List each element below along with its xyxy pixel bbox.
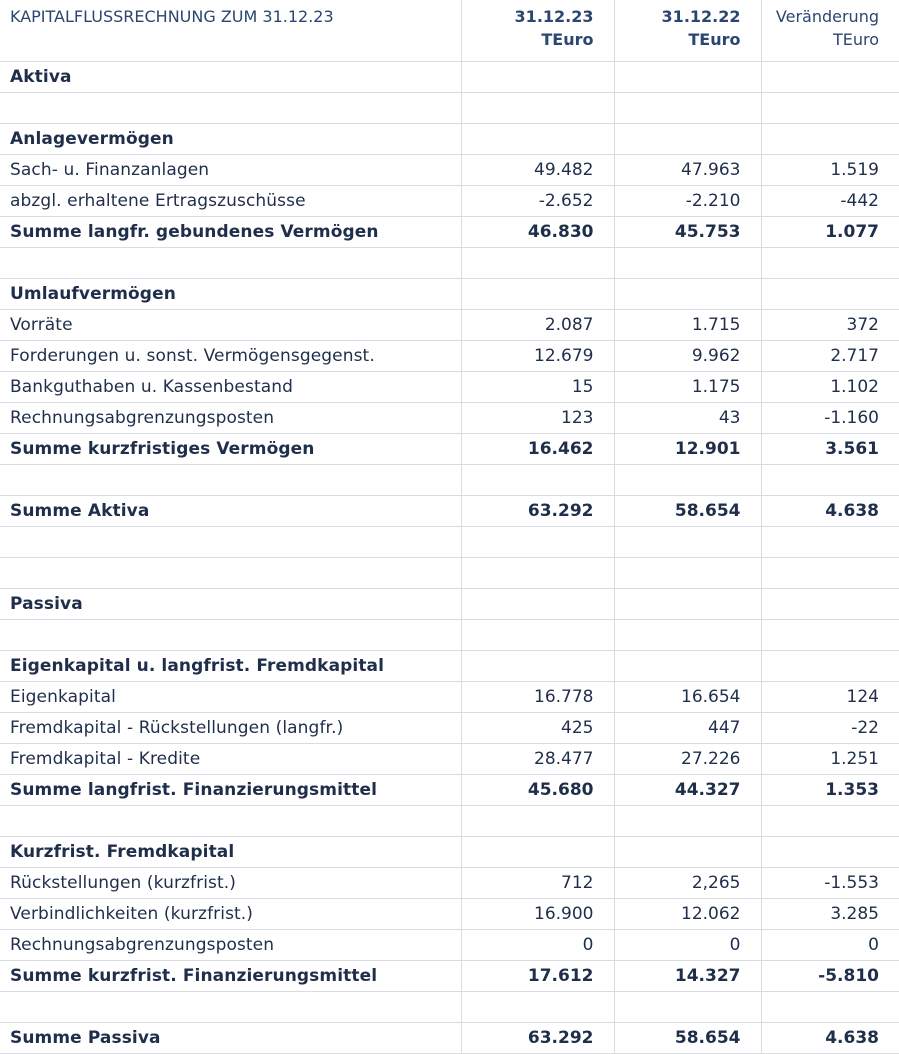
value-2023: 45.680 — [461, 775, 614, 806]
value-2022: 44.327 — [614, 775, 761, 806]
value-2023 — [461, 62, 614, 93]
row-label — [0, 558, 461, 589]
row-label: Verbindlichkeiten (kurzfrist.) — [0, 899, 461, 930]
row-label: Eigenkapital u. langfrist. Fremdkapital — [0, 651, 461, 682]
section-row — [0, 589, 899, 620]
spacer-row — [0, 620, 899, 651]
row-label: Sach- u. Finanzanlagen — [0, 155, 461, 186]
sum-row — [0, 434, 899, 465]
value-2022: 47.963 — [614, 155, 761, 186]
row-label — [0, 93, 461, 124]
value-2022: 447 — [614, 713, 761, 744]
row-label: Vorräte — [0, 310, 461, 341]
value-2023 — [461, 806, 614, 837]
spacer-row — [0, 465, 899, 496]
value-2023 — [461, 992, 614, 1023]
value-change: -1.553 — [761, 868, 899, 899]
row-label: Summe langfr. gebundenes Vermögen — [0, 217, 461, 248]
row-label: Summe Passiva — [0, 1023, 461, 1054]
row-label: Rechnungsabgrenzungsposten — [0, 403, 461, 434]
value-2022 — [614, 527, 761, 558]
section-row — [0, 62, 899, 93]
table-row — [0, 868, 899, 899]
value-2023: 425 — [461, 713, 614, 744]
value-change: 4.638 — [761, 1023, 899, 1054]
value-2022 — [614, 992, 761, 1023]
value-change — [761, 620, 899, 651]
table-row — [0, 682, 899, 713]
spacer-row — [0, 248, 899, 279]
value-2022: 14.327 — [614, 961, 761, 992]
value-change — [761, 248, 899, 279]
table-row — [0, 186, 899, 217]
value-2023: 63.292 — [461, 1023, 614, 1054]
value-2023: 28.477 — [461, 744, 614, 775]
value-change — [761, 806, 899, 837]
value-2022 — [614, 465, 761, 496]
value-change — [761, 279, 899, 310]
value-2022 — [614, 806, 761, 837]
value-2023: 15 — [461, 372, 614, 403]
spacer-row — [0, 992, 899, 1023]
spacer-row — [0, 558, 899, 589]
table-row — [0, 930, 899, 961]
column-header-2022-date: 31.12.22 — [661, 7, 741, 26]
value-2022: 58.654 — [614, 1023, 761, 1054]
column-header-change — [761, 0, 899, 62]
value-2022 — [614, 620, 761, 651]
value-change: -22 — [761, 713, 899, 744]
value-2022 — [614, 837, 761, 868]
value-change: 1.077 — [761, 217, 899, 248]
column-header-change-unit: TEuro — [832, 30, 879, 49]
row-label: abzgl. erhaltene Ertragszuschüsse — [0, 186, 461, 217]
table-row — [0, 403, 899, 434]
value-2023 — [461, 651, 614, 682]
row-label: Umlaufvermögen — [0, 279, 461, 310]
value-2022 — [614, 62, 761, 93]
value-change: 1.519 — [761, 155, 899, 186]
row-label — [0, 465, 461, 496]
value-2023 — [461, 620, 614, 651]
section-row — [0, 279, 899, 310]
row-label: Summe kurzfrist. Finanzierungsmittel — [0, 961, 461, 992]
value-2022: -2.210 — [614, 186, 761, 217]
sum-row — [0, 775, 899, 806]
row-label — [0, 620, 461, 651]
table-row — [0, 155, 899, 186]
value-2023 — [461, 279, 614, 310]
row-label: Forderungen u. sonst. Vermögensgegenst. — [0, 341, 461, 372]
row-label: Fremdkapital - Kredite — [0, 744, 461, 775]
value-change — [761, 527, 899, 558]
table-row — [0, 310, 899, 341]
value-2023: 46.830 — [461, 217, 614, 248]
row-label: Passiva — [0, 589, 461, 620]
value-2022 — [614, 651, 761, 682]
value-2023: 0 — [461, 930, 614, 961]
value-change: 1.353 — [761, 775, 899, 806]
table-row — [0, 341, 899, 372]
row-label: Eigenkapital — [0, 682, 461, 713]
value-change — [761, 589, 899, 620]
value-2022: 43 — [614, 403, 761, 434]
value-2023: -2.652 — [461, 186, 614, 217]
value-2023 — [461, 465, 614, 496]
value-2023: 712 — [461, 868, 614, 899]
value-2023: 49.482 — [461, 155, 614, 186]
value-2022: 0 — [614, 930, 761, 961]
value-2022 — [614, 93, 761, 124]
value-2022 — [614, 558, 761, 589]
value-change — [761, 837, 899, 868]
value-change: 372 — [761, 310, 899, 341]
column-header-2022 — [614, 0, 761, 62]
value-2022: 12.062 — [614, 899, 761, 930]
value-change: 2.717 — [761, 341, 899, 372]
value-2023 — [461, 837, 614, 868]
sum-row — [0, 961, 899, 992]
value-2022: 1.715 — [614, 310, 761, 341]
row-label: Summe Aktiva — [0, 496, 461, 527]
value-change: 3.285 — [761, 899, 899, 930]
sum-row — [0, 1023, 899, 1054]
value-2023 — [461, 248, 614, 279]
value-2022: 16.654 — [614, 682, 761, 713]
value-change — [761, 992, 899, 1023]
value-change — [761, 465, 899, 496]
row-label: Fremdkapital - Rückstellungen (langfr.) — [0, 713, 461, 744]
value-2022 — [614, 248, 761, 279]
column-header-2023-date: 31.12.23 — [514, 7, 594, 26]
value-2023: 123 — [461, 403, 614, 434]
value-2023: 16.900 — [461, 899, 614, 930]
value-2022: 58.654 — [614, 496, 761, 527]
value-2022: 9.962 — [614, 341, 761, 372]
row-label: Rückstellungen (kurzfrist.) — [0, 868, 461, 899]
value-2023: 63.292 — [461, 496, 614, 527]
column-header-change-label: Veränderung — [775, 7, 879, 26]
row-label: Anlagevermögen — [0, 124, 461, 155]
value-2023 — [461, 558, 614, 589]
table-row — [0, 713, 899, 744]
sum-row — [0, 496, 899, 527]
value-2022 — [614, 589, 761, 620]
row-label: Rechnungsabgrenzungsposten — [0, 930, 461, 961]
value-2022 — [614, 124, 761, 155]
spacer-row — [0, 93, 899, 124]
value-change: 3.561 — [761, 434, 899, 465]
value-2022: 1.175 — [614, 372, 761, 403]
value-change: 124 — [761, 682, 899, 713]
value-change — [761, 93, 899, 124]
value-change: -442 — [761, 186, 899, 217]
table-header — [0, 0, 899, 62]
value-2022: 2,265 — [614, 868, 761, 899]
value-change: 1.251 — [761, 744, 899, 775]
row-label: Summe kurzfristiges Vermögen — [0, 434, 461, 465]
spacer-row — [0, 527, 899, 558]
table-row — [0, 744, 899, 775]
value-2023: 16.462 — [461, 434, 614, 465]
section-row — [0, 651, 899, 682]
spacer-row — [0, 806, 899, 837]
row-label: Bankguthaben u. Kassenbestand — [0, 372, 461, 403]
row-label: Aktiva — [0, 62, 461, 93]
row-label — [0, 248, 461, 279]
value-2022: 27.226 — [614, 744, 761, 775]
value-change: -5.810 — [761, 961, 899, 992]
value-2022: 12.901 — [614, 434, 761, 465]
value-change — [761, 124, 899, 155]
value-change: -1.160 — [761, 403, 899, 434]
value-2023 — [461, 93, 614, 124]
section-row — [0, 124, 899, 155]
value-2023: 12.679 — [461, 341, 614, 372]
row-label — [0, 992, 461, 1023]
value-2023: 16.778 — [461, 682, 614, 713]
column-header-2023-unit: TEuro — [541, 30, 594, 49]
value-2023 — [461, 589, 614, 620]
value-change: 4.638 — [761, 496, 899, 527]
value-2023: 17.612 — [461, 961, 614, 992]
table-row — [0, 372, 899, 403]
table-title: KAPITALFLUSSRECHNUNG ZUM 31.12.23 — [0, 0, 461, 62]
value-2022: 45.753 — [614, 217, 761, 248]
value-2023: 2.087 — [461, 310, 614, 341]
value-change: 1.102 — [761, 372, 899, 403]
value-change — [761, 62, 899, 93]
value-2023 — [461, 527, 614, 558]
table-row — [0, 899, 899, 930]
row-label: Kurzfrist. Fremdkapital — [0, 837, 461, 868]
value-change: 0 — [761, 930, 899, 961]
column-header-2023 — [461, 0, 614, 62]
value-2023 — [461, 124, 614, 155]
value-change — [761, 558, 899, 589]
column-header-2022-unit: TEuro — [688, 30, 741, 49]
sum-row — [0, 217, 899, 248]
row-label — [0, 806, 461, 837]
row-label: Summe langfrist. Finanzierungsmittel — [0, 775, 461, 806]
value-change — [761, 651, 899, 682]
value-2022 — [614, 279, 761, 310]
section-row — [0, 837, 899, 868]
row-label — [0, 527, 461, 558]
